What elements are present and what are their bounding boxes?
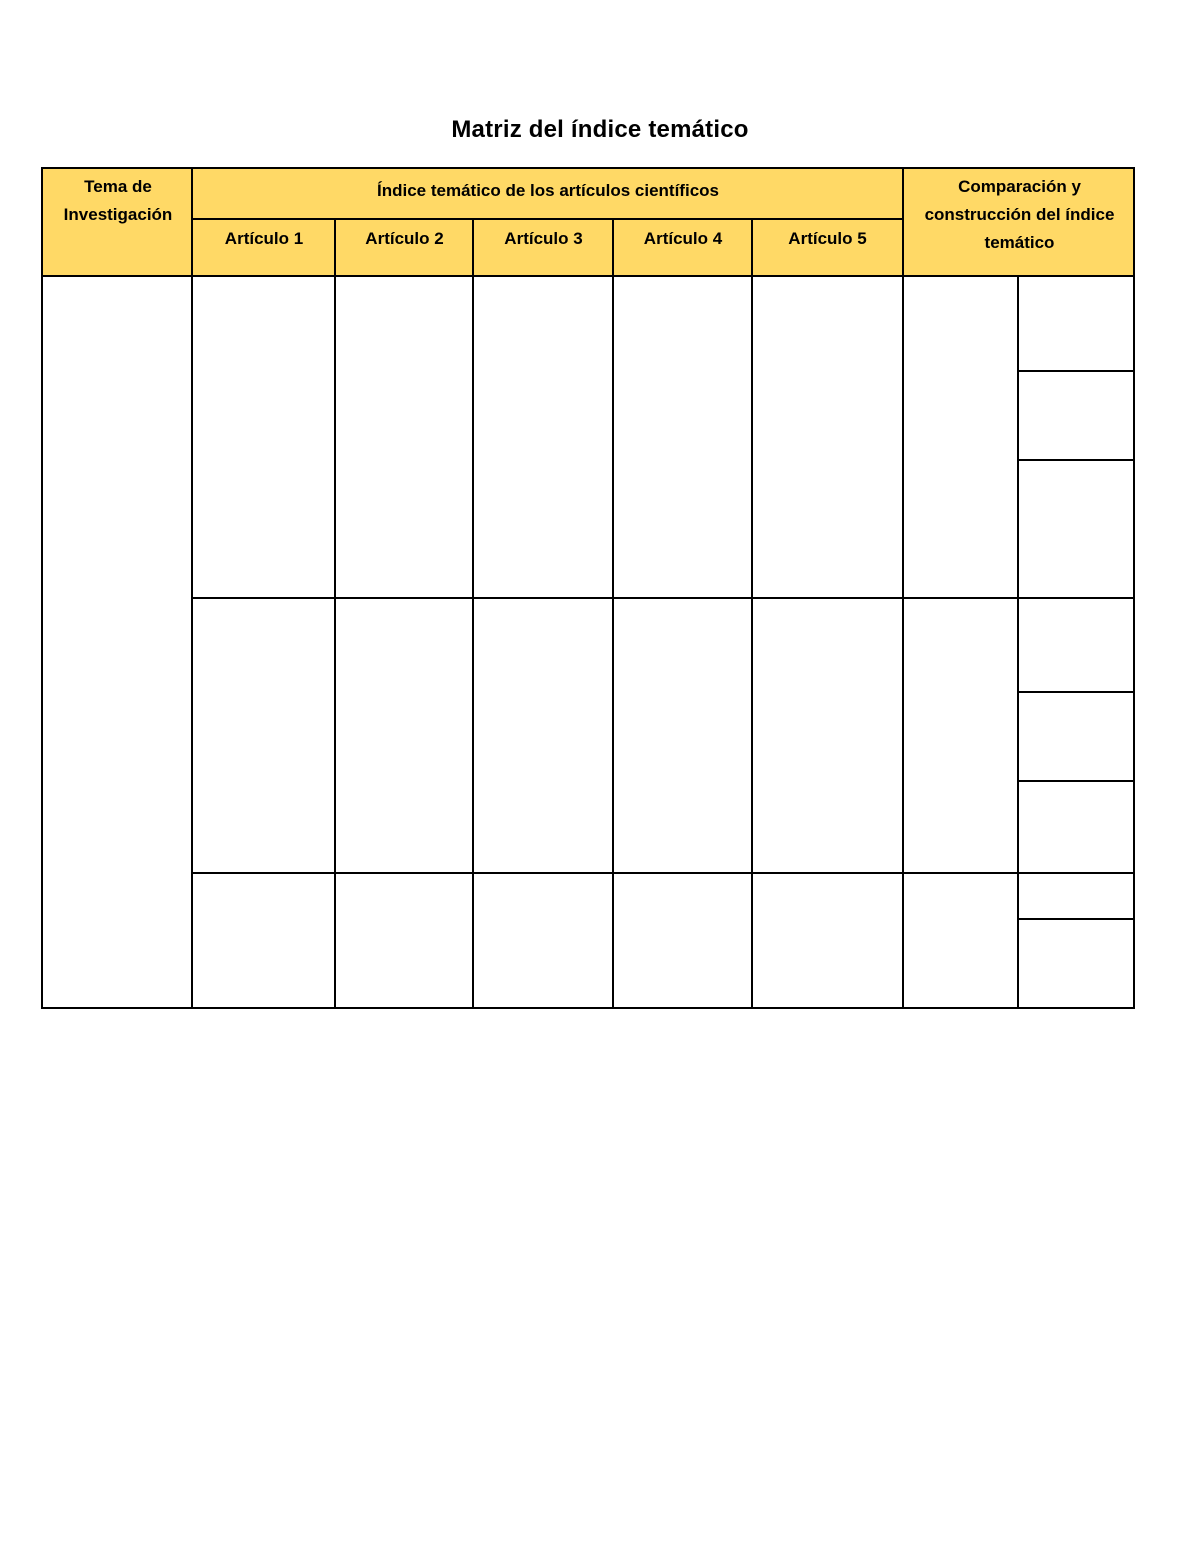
topic-cell[interactable] [43, 277, 191, 1007]
rule-col-topic [191, 169, 193, 1007]
header-article-3: Artículo 3 [504, 229, 583, 248]
header-article-2: Artículo 2 [365, 229, 444, 248]
rule-sub-row [1018, 691, 1133, 693]
rule-under-index-header [192, 218, 903, 220]
page-title: Matriz del índice temático [451, 116, 749, 143]
rule-sub-row [1018, 780, 1133, 782]
header-index: Índice temático de los artículos científicos [377, 181, 719, 200]
header-comparison: Comparación y construcción del índice temático [924, 177, 1115, 252]
rule-col-article-4 [751, 218, 753, 1007]
rule-col-article-1 [334, 218, 336, 1007]
rule-sub-row [1018, 459, 1133, 461]
rule-sub-row [1018, 370, 1133, 372]
rule-sub-row [1018, 918, 1133, 920]
rule-under-header [43, 275, 1133, 277]
rule-col-article-5 [902, 169, 904, 1007]
thematic-index-matrix [41, 167, 1135, 1009]
header-topic: Tema de Investigación [63, 177, 173, 224]
rule-col-comparison-split [1017, 275, 1019, 1007]
header-article-5: Artículo 5 [788, 229, 867, 248]
header-article-4: Artículo 4 [643, 229, 723, 248]
rule-col-article-3 [612, 218, 614, 1007]
header-article-1: Artículo 1 [224, 229, 304, 248]
rule-col-article-2 [472, 218, 474, 1007]
